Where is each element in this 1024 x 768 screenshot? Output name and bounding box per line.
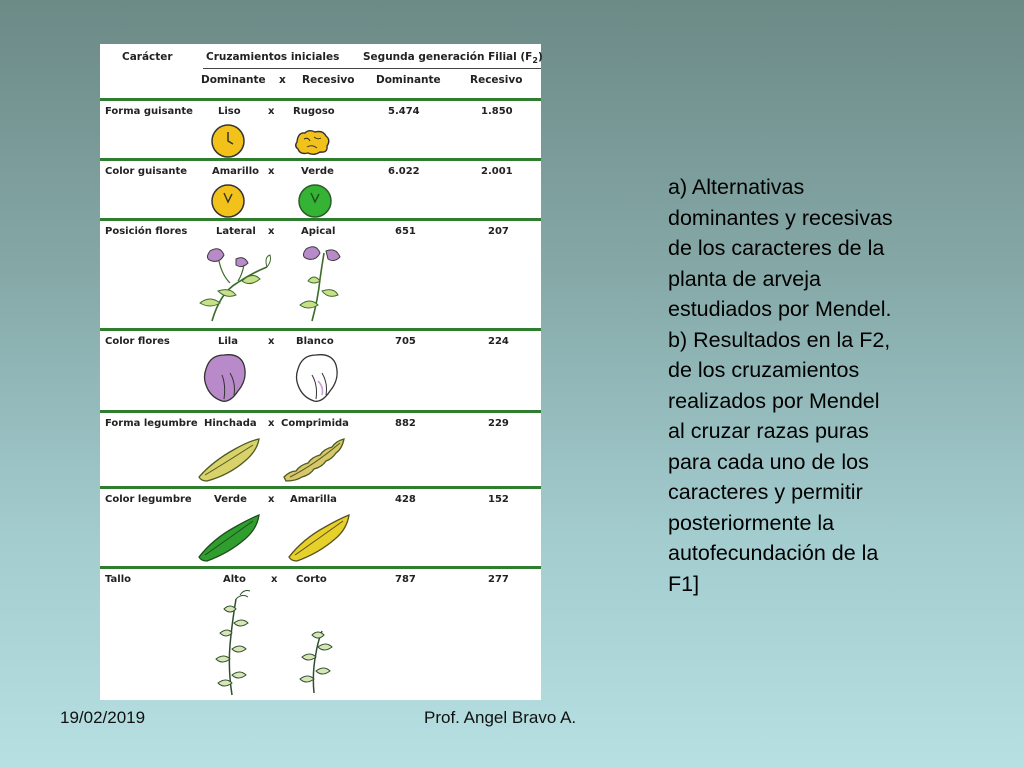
row-f2-dominant: 882 [395,418,416,429]
row-dominant: Liso [218,106,241,117]
caption-line: de los caracteres de la [668,236,885,260]
green-pea-icon [297,183,333,219]
caption-line: realizados por Mendel [668,388,880,413]
yellow-pea-icon [210,183,246,219]
header-character: Carácter [122,51,173,63]
row-dominant: Lateral [216,226,256,237]
row-recessive: Apical [301,226,336,237]
caption-line: b) Resultados en la F2, [668,327,891,352]
row-cross: x [268,494,275,505]
row-recessive: Amarilla [290,494,337,505]
header-f2-sub: 2 [532,56,538,66]
row-character: Posición flores [105,226,188,237]
footer-date: 19/02/2019 [60,708,146,727]
terminal-flower-icon [290,243,360,323]
row-recessive: Comprimida [281,418,349,429]
footer-author: Prof. Angel Bravo A. [424,708,577,727]
row-character: Color flores [105,336,170,347]
row-dominant: Lila [218,336,238,347]
row-f2-dominant: 6.022 [388,166,420,177]
row-f2-recessive: 2.001 [481,166,513,177]
row-f2-dominant: 787 [395,574,416,585]
row-dominant: Alto [223,574,246,585]
header-f2-recessive: Recesivo [470,74,523,86]
smooth-pea-icon [210,123,246,159]
header-recessive: Recesivo [302,74,355,86]
row-cross: x [268,418,275,429]
header-initial-crosses: Cruzamientos iniciales [206,51,340,63]
yellow-pod-icon [285,511,355,563]
row-cross: x [268,336,275,347]
row-character: Forma legumbre [105,418,198,429]
tall-plant-icon [198,589,268,697]
caption-line: estudiados por Mendel. [668,297,892,321]
purple-flower-icon [200,351,250,407]
row-recessive: Blanco [296,336,334,347]
row-cross: x [268,166,275,177]
table-row [100,413,541,485]
row-f2-dominant: 428 [395,494,416,505]
row-f2-recessive: 229 [488,418,509,429]
row-f2-dominant: 705 [395,336,416,347]
caption-line: planta de arveja [668,266,821,291]
row-f2-recessive: 224 [488,336,509,347]
row-recessive: Rugoso [293,106,335,117]
axial-flower-icon [192,243,282,323]
row-dominant: Hinchada [204,418,257,429]
row-f2-recessive: 277 [488,574,509,585]
wrinkled-pea-icon [293,127,333,157]
header-f2-dominant: Dominante [376,74,441,86]
row-cross: x [268,106,275,117]
white-flower-icon [292,351,342,407]
caption-line: autofecundación de la [668,541,879,565]
table-row [100,161,541,217]
caption-line: al cruzar razas puras [668,419,869,443]
caption-line: caracteres y permitir [668,480,863,504]
short-plant-icon [286,625,346,695]
caption-text [668,172,968,599]
header-f2-text: Segunda generación Filial (F [363,51,533,63]
row-cross: x [268,226,275,237]
inflated-pod-icon [195,435,265,483]
row-f2-recessive: 207 [488,226,509,237]
row-character: Forma guisante [105,106,193,117]
table-row [100,331,541,409]
table-row [100,569,541,700]
header-cross: x [279,74,286,86]
green-pod-icon [195,511,265,563]
row-f2-recessive: 1.850 [481,106,513,117]
table-row [100,221,541,327]
caption-line: posteriormente la [668,510,835,535]
row-dominant: Amarillo [212,166,259,177]
header-f2-close: ) [537,51,543,63]
table-row [100,101,541,157]
row-cross: x [271,574,278,585]
caption-line: dominantes y recesivas [668,205,893,230]
row-f2-dominant: 651 [395,226,416,237]
row-character: Tallo [105,574,132,585]
header-divider [203,68,541,69]
row-recessive: Verde [301,166,334,177]
row-f2-dominant: 5.474 [388,106,420,117]
header-dominant: Dominante [201,74,266,86]
row-dominant: Verde [214,494,247,505]
header-f2-generation [363,51,543,65]
constricted-pod-icon [280,435,350,483]
table-row [100,489,541,565]
row-f2-recessive: 152 [488,494,509,505]
row-recessive: Corto [296,574,327,585]
row-character: Color guisante [105,166,188,177]
caption-line: F1] [668,571,700,596]
mendel-traits-figure [100,44,541,700]
row-character: Color legumbre [105,494,192,505]
caption-line: de los cruzamientos [668,358,860,382]
caption-line: a) Alternativas [668,175,805,199]
caption-line: para cada uno de los [668,449,869,474]
